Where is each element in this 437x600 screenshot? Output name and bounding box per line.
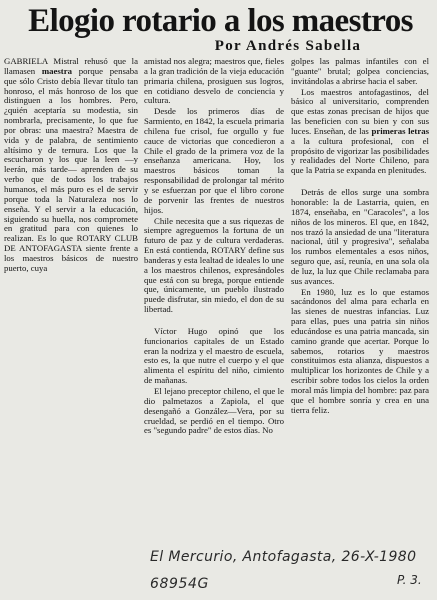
handwritten-page-note: P. 3. xyxy=(397,573,422,587)
bold-term: primeras letras xyxy=(371,125,429,136)
article-paragraph: golpes las palmas infantiles con el "guante" brutal; golpea conciencias, invitándolas a abrirse hacia el saber. xyxy=(291,56,429,86)
article-paragraph: Desde los primeros días de Sarmiento, en 1842, la escuela primaria chilena fue crisol, fue orgullo y fue cauce de victorias que concedieron a Chile el grado de la primera voz de la enseñanza americana. Hoy, los maestros básicos toman la responsabilidad de prolongar tal mérito y se esfuerzan por que el libro corone de porvenir las frentes de nuestros hijos. xyxy=(144,106,284,215)
byline: Por Andrés Sabella xyxy=(214,38,362,54)
article-paragraph: GABRIELA Mistral rehusó que la llamasen maestra porque pensaba que sólo Cristo debía llevar título tan honroso, el más honroso de los que distinguen a los hombres. Pero, ¿quién aceptaría su modestia, sin nombrarla, precisamente, lo que fue por obras: una maestra? Maestra de vida y de palabra, de sentimiento altísimo y de ternura. Los que la escucharon y los que la leen —y leerán, más tarde— aprenden de su verbo que de todos los trabajos humanos, el más puro es el de servir porque toda la Naturaleza nos lo enseña. Y el servir a la educación, siguiendo su huella, nos compromete en gratitud para con quienes lo realizan. Es lo que ROTARY CLUB DE ANTOFAGASTA siente frente a los maestros básicos de nuestro puerto, cuya xyxy=(4,56,138,273)
article-paragraph: Chile necesita que a sus riquezas de siempre agreguemos la fortuna de un futuro de paz y de cultura verdaderas. En está contienda, ROTARY define sus banderas y esta lealtad de ideales lo une a los maestros chilenos, expresándoles que está con su brega, porque entiende que, únicamente, un pueblo ilustrado puede disfrutar, sin miedo, el don de su libertad. xyxy=(144,215,284,315)
article-paragraph: Víctor Hugo opinó que los funcionarios capitales de un Estado eran la nodriza y el maestro de escuela, esto es, la que nutre el cuerpo y el que alimenta el espíritu del niño, cimiento de mañanas. xyxy=(144,325,284,386)
column-3 xyxy=(291,57,429,417)
article-paragraph: Los maestros antofagastinos, del básico al universitario, comprenden que estas zonas precisan de hijos que las beneficien con su bien y con sus luces. Enseñan, de las primeras letras a la cultura profesional, con el propósito de vigorizar las posibilidades y realidades del Norte Chileno, para que la Patria se expanda en plenitudes. xyxy=(291,86,429,176)
article-paragraph: En 1980, luz es lo que estamos sacándonos del alma para echarla en las sienes de nuestras infancias. Luz para ellas, pues una patria sin niños educándose es una patria mancada, sin camino grande que acertar. Porque lo sabemos, rotarios y maestros constituimos esta alianza, dispuestos a multiplicar los horizontes de Chile y a escribir sobre todos los cielos la orden moral más limpia del hombre: paz para que el hombre sonría y crea en una tierra feliz. xyxy=(291,286,429,415)
headline: Elogio rotario a los maestros xyxy=(28,3,413,39)
handwritten-archive-code: 68954G xyxy=(150,576,209,592)
article-paragraph: El lejano preceptor chileno, el que le dio palmetazos a Zapiola, el que desengañó a González—Vera, por su crueldad, se perdió en el tiempo. Otro es "segundo padre" de estos días. No xyxy=(144,386,284,436)
article-paragraph: amistad nos alegra; maestros que, fieles a la gran tradición de la vieja educación primaria chilena, prosiguen sus logros, en cotidiano desvelo de conciencia y cultura. xyxy=(144,56,284,106)
article-paragraph: Detrás de ellos surge una sombra honorable: la de Lastarria, quien, en 1874, enseñaba, en "Caracoles", a los niños de los mineros. El que, en 1842, nos trazó la ansiedad de una "literatura nacional, útil y progresiva", señalaba los rumbos elementales a esos niños, seguro que, así, reunía, en una sola ola de luz, la luz que Chile reclamaba para sus avances. xyxy=(291,187,429,286)
column-2 xyxy=(144,57,284,437)
column-1 xyxy=(4,57,138,275)
handwritten-source-note: El Mercurio, Antofagasta, 26-X-1980 xyxy=(150,549,417,565)
bold-term: maestra xyxy=(41,65,72,76)
